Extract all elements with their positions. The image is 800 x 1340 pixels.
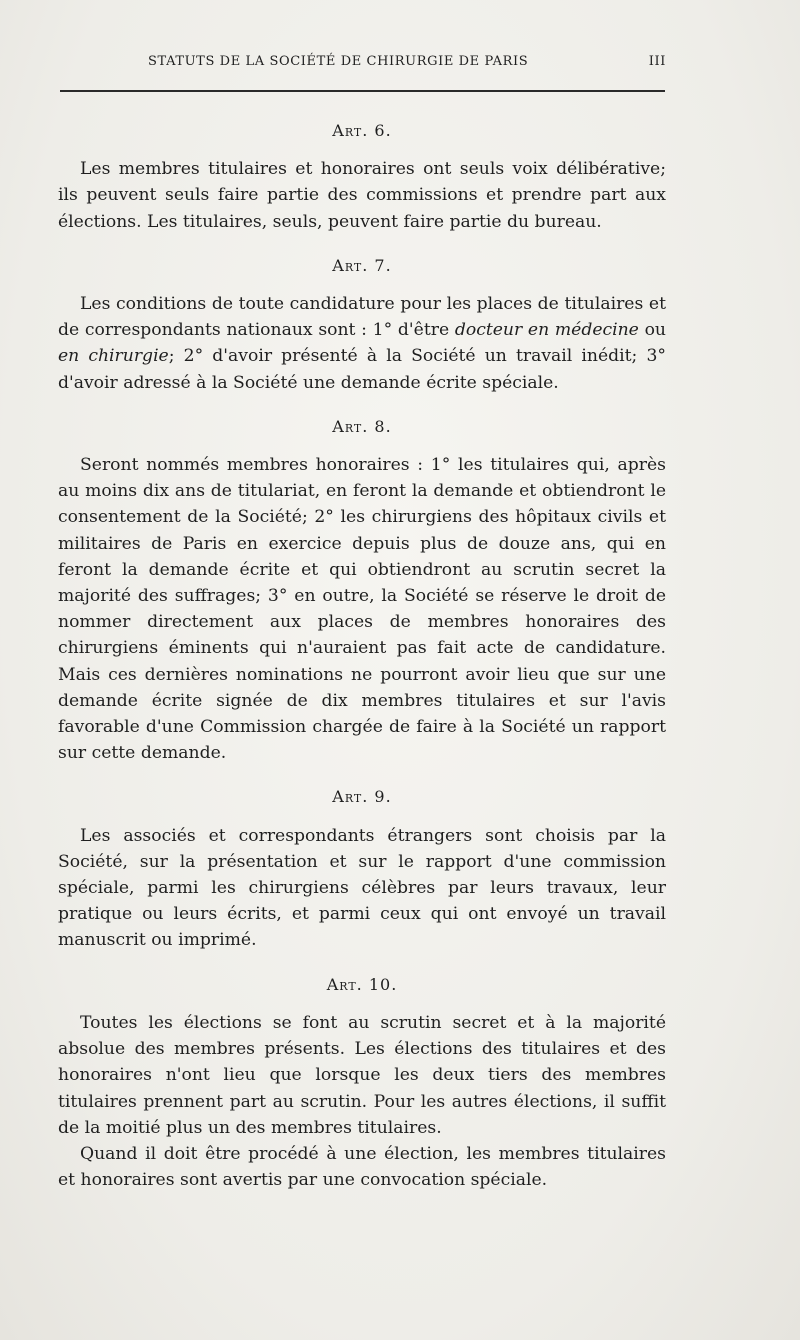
page-number: III — [648, 54, 666, 69]
article-heading: Art. 9. — [332, 787, 392, 807]
running-title: STATUTS DE LA SOCIÉTÉ DE CHIRURGIE DE PARIS — [148, 54, 529, 69]
article-paragraph — [58, 291, 666, 396]
header-rule — [60, 90, 665, 92]
italic-run: docteur en médecine — [454, 320, 639, 341]
italic-run: en chirurgie — [58, 346, 169, 367]
article-heading: Art. 8. — [332, 416, 392, 436]
article-heading: Art. 10. — [326, 974, 398, 994]
article-paragraph: Les associés et correspondants étrangers sont choisis par la Société, sur la présentation et sur le rapport d'une commission spéciale, parmi les chirurgiens célèbres par leurs travaux, leur pratique ou leurs écrits, et parmi ceux qui ont envoyé un travail manuscrit ou imprimé. — [58, 825, 666, 951]
article-10 — [58, 972, 666, 1194]
article-heading: Art. 7. — [332, 255, 392, 275]
article-heading: Art. 6. — [332, 121, 392, 140]
article-9 — [58, 784, 666, 953]
article-7 — [58, 253, 666, 396]
article-paragraph: Seront nommés membres honoraires : 1° les titulaires qui, après au moins dix ans de titulariat, en feront la demande et obtiendront le consentement de la Société; 2° les chirurgiens des hôpitaux civils et militaires de Paris en exercice depuis plus de douze ans, qui en feront la demande écrite et qui obtiendront au scrutin secret la majorité des suffrages; 3° en outre, la Société se réserve le droit de nommer directement aux places de membres honoraires des chirurgiens éminents qui n'auraient pas fait acte de candidature. Mais ces dernières nominations ne pourront avoir lieu que sur une demande écrite signée de dix membres titulaires et sur l'avis favorable d'une Commission chargée de faire à la Société un rapport sur cette demande. — [58, 455, 666, 764]
text-run: Les conditions de toute candidature pour les places de titulaires et de correspondants nationaux sont : 1° d'être — [58, 294, 666, 341]
text-run: ou — [638, 320, 666, 341]
running-header — [60, 50, 670, 76]
article-6 — [58, 118, 666, 235]
text-run: ; 2° d'avoir présenté à la Société un travail inédit; 3° d'avoir adressé à la Société une demande écrite spéciale. — [58, 346, 666, 393]
article-paragraph: Toutes les élections se font au scrutin secret et à la majorité absolue des membres présents. Les élections des titulaires et des honoraires n'ont lieu que lorsque les deux tiers des membres titulaires prennent part au scrutin. Pour les autres élections, il suffit de la moitié plus un des membres titulaires. — [58, 1012, 666, 1138]
text-column — [58, 108, 666, 1211]
article-paragraph: Les membres titulaires et honoraires ont seuls voix délibérative; ils peuvent seuls faire partie des commissions et prendre part aux élections. Les titulaires, seuls, peuvent faire partie du bureau. — [58, 159, 666, 232]
article-paragraph: Quand il doit être procédé à une élection, les membres titulaires et honoraires sont avertis par une convocation spéciale. — [58, 1143, 666, 1191]
article-8 — [58, 414, 666, 767]
